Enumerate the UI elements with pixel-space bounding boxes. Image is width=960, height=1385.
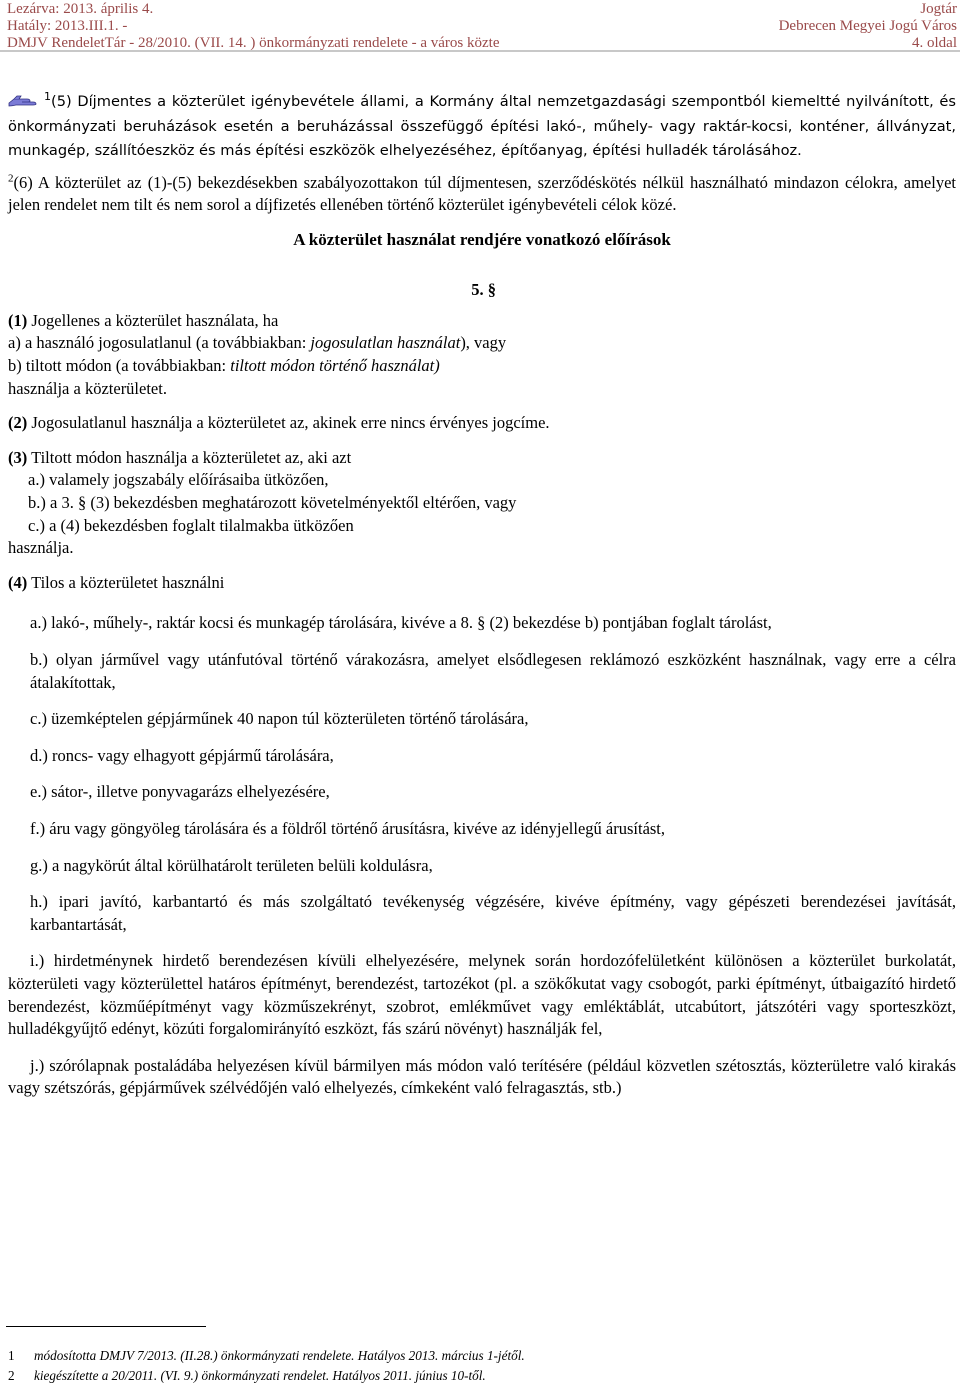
paragraph-5-text: (5) Díjmentes a közterület igénybevétele állami, a Kormány által nemzetgazdasági szempontból kiemeltté nyilvánított, és önkormányzati beruházások esetén a beruházással összefüggő építési lakó-, műhely- vagy raktár-kocsi, konténer, állványzat, munkagép, szállítóeszköz és más építési eszközök elhelyezéséhez, építőanyag, építési hulladék tárolásához.	[8, 93, 956, 159]
subsection-4-item-e: e.) sátor-, illetve ponyvagarázs elhelyezésére,	[8, 781, 956, 804]
pointing-hand-icon	[8, 94, 38, 108]
subsection-3-item: a.) valamely jogszabály előírásaiba ütközően,	[8, 469, 956, 492]
subsection-1-a: a) a használó jogosulatlanul (a továbbiakban: jogosulatlan használat), vagy	[8, 332, 956, 355]
header-left	[7, 1, 499, 52]
page-header	[0, 0, 960, 52]
subsection-4-item-b: b.) olyan járművel vagy utánfutóval történő várakozásra, amelyet elsődlegesen reklámozó eszközként használnak, vagy erre a célra átalakítottak,	[8, 649, 956, 694]
footnote-2: 2 kiegészítette a 20/2011. (VI. 9.) önkormányzati rendelet. Hatályos 2011. június 10-től.	[8, 1366, 525, 1385]
subsection-4-item-a: a.) lakó-, műhely-, raktár kocsi és munkagép tárolására, kivéve a 8. § (2) bekezdése b) pontjában foglalt tárolást,	[8, 612, 956, 635]
document-reference: DMJV RendeletTár - 28/2010. (VII. 14. ) önkormányzati rendelete - a város közte	[7, 35, 499, 52]
subsection-4-item-g: g.) a nagykörút által körülhatárolt területen belüli koldulásra,	[8, 855, 956, 878]
closed-date: Lezárva: 2013. április 4.	[7, 1, 499, 18]
paragraph-5	[8, 90, 956, 164]
page-number: 4. oldal	[779, 35, 957, 52]
subsection-4-item-j: j.) szórólapnak postaládába helyezésen kívül bármilyen más módon való terítésére (például közvetlen szétosztás, közterületre való kirakás vagy szétszórás, gépjárművek szélvédőjén való elhelyezés, címkeként való felragasztás, stb.)	[8, 1055, 956, 1100]
footnote-ref-1[interactable]: 1	[44, 90, 51, 103]
subsection-4-item-c: c.) üzemképtelen gépjárműnek 40 napon túl közterületen történő tárolására,	[8, 708, 956, 731]
footnote-ref-2[interactable]: 2	[8, 172, 14, 184]
city-name: Debrecen Megyei Jogú Város	[779, 18, 957, 35]
footnote-1: 1 módosította DMJV 7/2013. (II.28.) önkormányzati rendelete. Hatályos 2013. március 1-jétől.	[8, 1346, 525, 1366]
subsection-1-number: (1)	[8, 311, 27, 330]
subsection-1-tail: használja a közterületet.	[8, 378, 956, 401]
subsection-3-tail: használja.	[8, 537, 956, 560]
effective-date: Hatály: 2013.III.1. -	[7, 18, 499, 35]
header-right	[779, 1, 957, 52]
subsection-4-item-f: f.) áru vagy göngyöleg tárolására és a földről történő árusításra, kivéve az idényjellegű árusítást,	[8, 818, 956, 841]
section-number: 5. §	[8, 279, 956, 302]
footnotes	[8, 1346, 525, 1385]
source-name: Jogtár	[779, 1, 957, 18]
subsection-3: (3) Tiltott módon használja a közterületet az, aki azt a.) valamely jogszabály előírásaiba ütközően, b.) a 3. § (3) bekezdésben meghatározott követelményektől eltérően, vagy c.) a (4) bekezdésben foglalt tilalmakba ütközően használja.	[8, 447, 956, 560]
subsection-1-b: b) tiltott módon (a továbbiakban: tiltott módon történő használat)	[8, 355, 956, 378]
paragraph-6	[8, 172, 956, 217]
document-body	[8, 90, 956, 1100]
subsection-1-lead: Jogellenes a közterület használata, ha	[27, 311, 278, 330]
subsection-4-item-h: h.) ipari javító, karbantartó és más szolgáltató tevékenység végzésére, kivéve építmény, vagy gépészeti berendezései javítását, karbantartását,	[8, 891, 956, 936]
section-heading: A közterület használat rendjére vonatkozó előírások	[8, 229, 956, 252]
subsection-2: (2) Jogosulatlanul használja a közterületet az, akinek erre nincs érvényes jogcíme.	[8, 412, 956, 435]
subsection-4-item-i: i.) hirdetménynek hirdető berendezésen kívüli elhelyezésére, melynek során hordozófelületként különösen a közterület burkolatát, közterületi vagy közterülettel határos építményt, berendezést, tartozékot (pl. a szökőkutat vagy csobogót, parki építményt, útbaigazító hirdető berendezést, közműépítményt vagy közműszekrényt, szobrot, emlékművet vagy emléktáblát, utcabútort, játszótéri vagy sporteszközt, hulladékgyűjtő edényt, közúti forgalomirányító eszközt, fás szárú növényt) használják fel,	[8, 950, 956, 1040]
subsection-1	[8, 310, 956, 400]
subsection-4-item-d: d.) roncs- vagy elhagyott gépjármű tárolására,	[8, 745, 956, 768]
footnote-separator	[6, 1326, 206, 1327]
subsection-3-item: b.) a 3. § (3) bekezdésben meghatározott követelményektől eltérően, vagy	[8, 492, 956, 515]
subsection-4: (4) Tilos a közterületet használni a.) lakó-, műhely-, raktár kocsi és munkagép tárolására, kivéve a 8. § (2) bekezdése b) pontjában foglalt tárolást, b.) olyan járművel vagy utánfutóval történő várakozásra, amelyet elsődlegesen reklámozó eszközként használnak, vagy erre a célra átalakítottak, c.) üzemképtelen gépjárműnek 40 napon túl közterületen történő tárolására, d.) roncs- vagy elhagyott gépjármű tárolására, e.) sátor-, illetve ponyvagarázs elhelyezésére, f.) áru vagy göngyöleg tárolására és a földről történő árusításra, kivéve az idényjellegű árusítást, g.) a nagykörút által körülhatárolt területen belüli koldulásra, h.) ipari javító, karbantartó és más szolgáltató tevékenység végzésére, kivéve építmény, vagy gépészeti berendezései javítását, karbantartását, i.) hirdetménynek hirdető berendezésen kívüli elhelyezésére, melynek során hordozófelületként különösen a közterület burkolatát, közterületi vagy közterülettel határos építményt, berendezést, tartozékot (pl. a szökőkutat vagy csobogót, parki építményt, útbaigazító hirdető berendezést, közműépítményt vagy közműszekrényt, szobrot, emlékművet vagy emléktáblát, utcabútort, játszótéri vagy sporteszközt, hulladékgyűjtő edényt, közúti forgalomirányító eszközt, fás szárú növényt) használják fel, j.) szórólapnak postaládába helyezésen kívül bármilyen más módon való terítésére (például közvetlen szétosztás, közterületre való kirakás vagy szétszórás, gépjárművek szélvédőjén való elhelyezés, címkeként való felragasztás, stb.)	[8, 572, 956, 1100]
paragraph-6-text: (6) A közterület az (1)-(5) bekezdésekben szabályozottakon túl díjmentesen, szerződéskötés nélkül használható mindazon célokra, amelyet jelen rendelet nem tilt és nem sorol a díjfizetés ellenében történő közterület igénybevételi célok közé.	[8, 173, 956, 215]
subsection-3-item: c.) a (4) bekezdésben foglalt tilalmakba ütközően	[8, 515, 956, 538]
